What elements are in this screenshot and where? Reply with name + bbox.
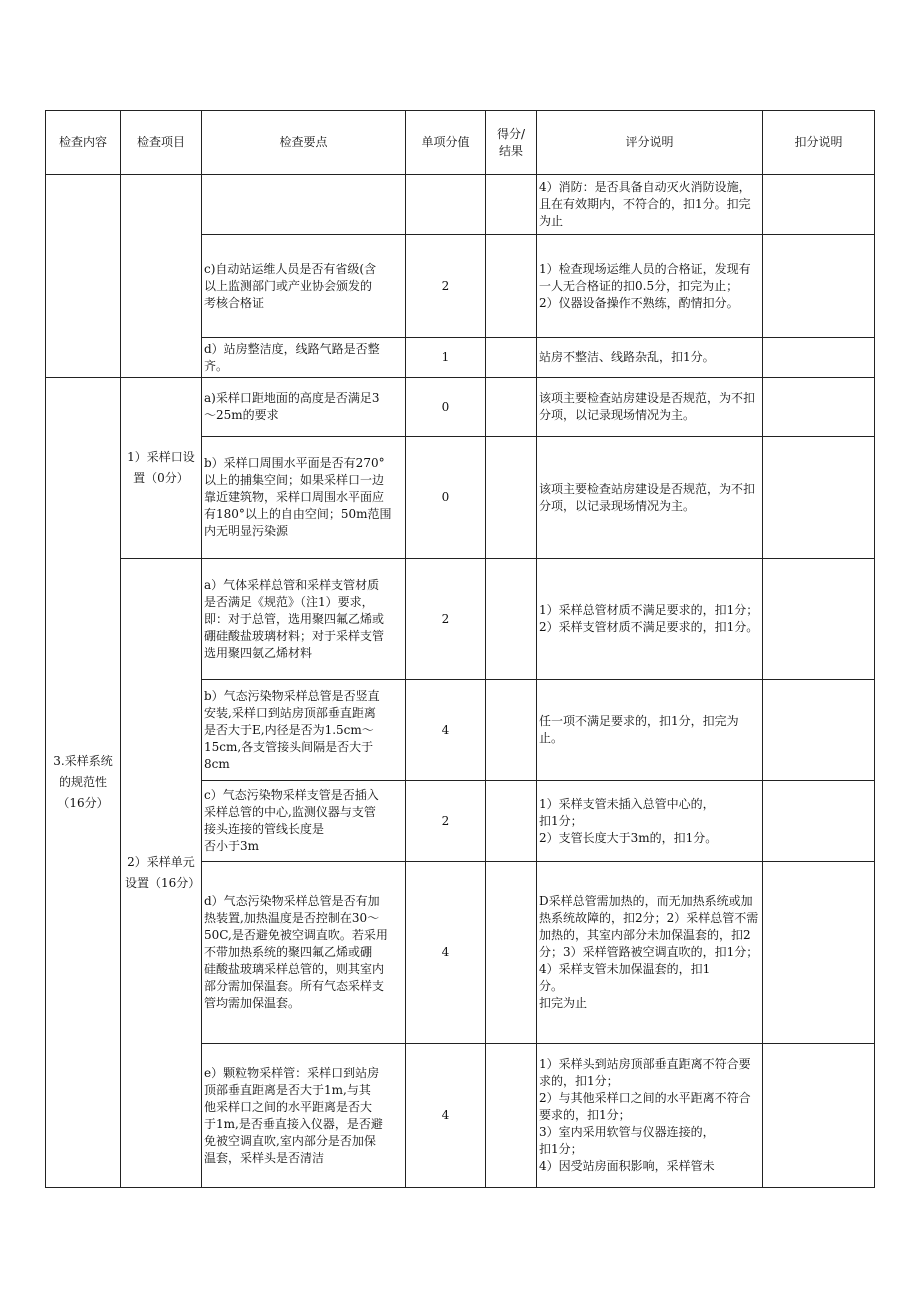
explain-cell: 4）消防：是否具备自动灭火消防设施，且在有效期内，不符合的，扣1分。扣完为止 xyxy=(537,175,763,235)
result-cell xyxy=(486,378,537,437)
points-cell: b）气态污染物采样总管是否竖直 安装,采样口到站房顶部垂直距离 是否大于E,内径是否为1.5cm～ 15cm,各支管接头间隔是否大于 8cm xyxy=(202,680,406,781)
score-cell: 2 xyxy=(406,235,486,338)
points-cell xyxy=(202,175,406,235)
score-cell: 2 xyxy=(406,781,486,862)
points-cell: a)采样口距地面的高度是否满足3 ～25m的要求 xyxy=(202,378,406,437)
inspection-table xyxy=(45,110,875,1188)
header-explain: 评分说明 xyxy=(537,111,763,175)
points-cell: d）气态污染物采样总管是否有加 热装置,加热温度是否控制在30～ 50C,是否避免被空调直吹。若采用 不带加热系统的聚四氟乙烯或硼 硅酸盐玻璃采样总管的，则其室内 部分需加保温套。所有气态采样支 管均需加保温套。 xyxy=(202,862,406,1044)
header-deduct: 扣分说明 xyxy=(763,111,875,175)
score-cell: 4 xyxy=(406,680,486,781)
points-cell: c）气态污染物采样支管是否插入 采样总管的中心,监测仪器与支管 接头连接的管线长度是 否小于3m xyxy=(202,781,406,862)
deduct-cell xyxy=(763,235,875,338)
table-row xyxy=(46,559,875,680)
result-cell xyxy=(486,781,537,862)
deduct-cell xyxy=(763,781,875,862)
header-points: 检查要点 xyxy=(202,111,406,175)
deduct-cell xyxy=(763,680,875,781)
header-score: 单项分值 xyxy=(406,111,486,175)
result-cell xyxy=(486,1044,537,1188)
deduct-cell xyxy=(763,559,875,680)
explain-cell: 该项主要检查站房建设是否规范，为不扣分项，以记录现场情况为主。 xyxy=(537,437,763,559)
explain-cell: 1）检查现场运维人员的合格证，发现有一人无合格证的扣0.5分，扣完为止； 2）仪器设备操作不熟练，酌情扣分。 xyxy=(537,235,763,338)
result-cell xyxy=(486,559,537,680)
deduct-cell xyxy=(763,862,875,1044)
header-item: 检查项目 xyxy=(121,111,202,175)
result-cell xyxy=(486,175,537,235)
explain-cell: 1）采样头到站房顶部垂直距离不符合要求的，扣1分； 2）与其他采样口之间的水平距离不符合要求的，扣1分； 3）室内采用软管与仪器连接的， 扣1分； 4）因受站房面积影响，采样管未 xyxy=(537,1044,763,1188)
score-cell xyxy=(406,175,486,235)
score-cell: 0 xyxy=(406,437,486,559)
score-cell: 4 xyxy=(406,1044,486,1188)
item-inlet: 1）采样口设置（0分） xyxy=(121,378,202,559)
points-cell: d）站房整洁度，线路气路是否整 齐。 xyxy=(202,338,406,378)
content-cell-empty xyxy=(46,175,121,378)
result-cell xyxy=(486,680,537,781)
explain-cell: 站房不整洁、线路杂乱，扣1分。 xyxy=(537,338,763,378)
points-cell: c)自动站运维人员是否有省级(含 以上监测部门或产业协会颁发的 考核合格证 xyxy=(202,235,406,338)
deduct-cell xyxy=(763,378,875,437)
header-content: 检查内容 xyxy=(46,111,121,175)
item-cell-empty xyxy=(121,175,202,378)
score-cell: 2 xyxy=(406,559,486,680)
header-row xyxy=(46,111,875,175)
deduct-cell xyxy=(763,437,875,559)
points-cell: a）气体采样总管和采样支管材质 是否满足《规范》（注1）要求， 即：对于总管，选用聚四氟乙烯或 硼硅酸盐玻璃材料；对于采样支管 选用聚四氨乙烯材料 xyxy=(202,559,406,680)
result-cell xyxy=(486,235,537,338)
section-label: 3.采样系统的规范性（16分） xyxy=(46,378,121,1188)
deduct-cell xyxy=(763,1044,875,1188)
table-row xyxy=(46,175,875,235)
points-cell: e）颗粒物采样管：采样口到站房 顶部垂直距离是否大于1m,与其 他采样口之间的水平距离是否大 于1m,是否垂直接入仪器，是否避 免被空调直吹,室内部分是否加保 温套，采样头是否清洁 xyxy=(202,1044,406,1188)
result-cell xyxy=(486,437,537,559)
table-row xyxy=(46,378,875,437)
score-cell: 4 xyxy=(406,862,486,1044)
explain-cell: 1）采样支管未插入总管中心的， 扣1分； 2）支管长度大于3m的，扣1分。 xyxy=(537,781,763,862)
explain-cell: 该项主要检查站房建设是否规范，为不扣分项，以记录现场情况为主。 xyxy=(537,378,763,437)
score-cell: 1 xyxy=(406,338,486,378)
explain-cell: D采样总管需加热的，而无加热系统或加热系统故障的，扣2分；2）采样总管不需加热的，其室内部分未加保温套的，扣2分；3）采样管路被空调直吹的，扣1分； 4）采样支管未加保温套的，扣1 分。 扣完为止 xyxy=(537,862,763,1044)
explain-cell: 任一项不满足要求的，扣1分，扣完为止。 xyxy=(537,680,763,781)
points-cell: b）采样口周围水平面是否有270° 以上的捕集空间；如果采样口一边 靠近建筑物，采样口周围水平面应 有180°以上的自由空间；50m范围 内无明显污染源 xyxy=(202,437,406,559)
deduct-cell xyxy=(763,338,875,378)
explain-cell: 1）采样总管材质不满足要求的，扣1分； 2）采样支管材质不满足要求的，扣1分。 xyxy=(537,559,763,680)
item-unit: 2）采样单元设置（16分） xyxy=(121,559,202,1188)
score-cell: 0 xyxy=(406,378,486,437)
result-cell xyxy=(486,862,537,1044)
deduct-cell xyxy=(763,175,875,235)
result-cell xyxy=(486,338,537,378)
header-result: 得分/结果 xyxy=(486,111,537,175)
